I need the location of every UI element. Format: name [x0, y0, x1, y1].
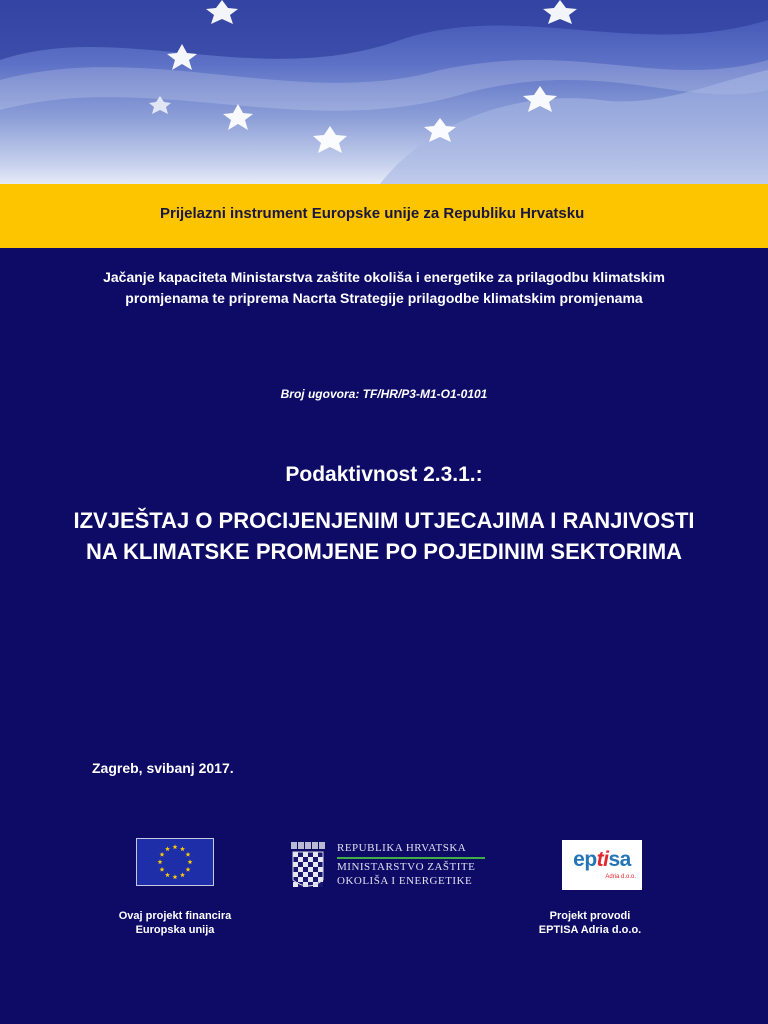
croatian-coat-of-arms-icon	[290, 842, 326, 890]
eu-star-icon	[160, 867, 165, 872]
eu-star-icon	[173, 844, 178, 849]
eu-star-icon	[173, 874, 178, 879]
implementer-caption-line1: Projekt provodi	[549, 910, 631, 922]
contract-number: Broj ugovora: TF/HR/P3-M1-O1-0101	[280, 387, 488, 401]
ministry-rule	[337, 857, 485, 859]
eu-star-icon	[180, 846, 185, 851]
eu-caption-line1: Ovaj projekt financira	[118, 910, 232, 922]
eu-star-icon	[165, 872, 170, 877]
eu-funding-caption	[90, 909, 260, 937]
eu-star-icon	[165, 846, 170, 851]
ministry-line3: OKOLIŠA I ENERGETIKE	[337, 875, 473, 887]
eptisa-wordmark-end: sa	[608, 848, 631, 871]
eu-stars-icon	[137, 839, 213, 885]
eu-star-icon	[186, 867, 191, 872]
implementer-caption	[505, 909, 675, 937]
eu-star-icon	[160, 852, 165, 857]
eu-star-icon	[158, 859, 163, 864]
eptisa-logo-sub: Adria d.o.o.	[605, 874, 636, 880]
eu-star-icon	[186, 852, 191, 857]
implementer-caption-line2: EPTISA Adria d.o.o.	[538, 924, 642, 936]
program-bar	[0, 184, 768, 248]
report-title: IZVJEŠTAJ O PROCIJENJENIM UTJECAJIMA I RANJIVOSTI NA KLIMATSKE PROMJENE PO POJEDINIM SEKTORIMA	[73, 508, 695, 564]
ministry-line2: MINISTARSTVO ZAŠTITE	[337, 861, 476, 873]
project-title: Jačanje kapaciteta Ministarstva zaštite okoliša i energetike za prilagodbu klimatskim promjenama te priprema Nacrta Strategije prilagodbe klimatskim promjenama	[103, 269, 665, 306]
eptisa-logo	[562, 840, 642, 890]
eu-star-icon	[180, 872, 185, 877]
eptisa-wordmark-accent: ti	[596, 848, 609, 871]
eptisa-wordmark	[562, 848, 642, 872]
program-title: Prijelazni instrument Europske unije za Republiku Hrvatsku	[160, 205, 585, 222]
subactivity-label: Podaktivnost 2.3.1.:	[285, 463, 483, 486]
publication-date: Zagreb, svibanj 2017.	[92, 760, 234, 776]
eptisa-wordmark-start: ep	[573, 848, 597, 871]
eu-flag-logo	[136, 838, 214, 886]
eu-flag-banner	[0, 0, 768, 184]
eu-caption-line2: Europska unija	[135, 924, 215, 936]
ministry-line1: REPUBLIKA HRVATSKA	[337, 842, 467, 854]
ministry-logo	[290, 840, 490, 894]
banner-graphic	[0, 0, 768, 184]
eu-star-icon	[188, 859, 193, 864]
